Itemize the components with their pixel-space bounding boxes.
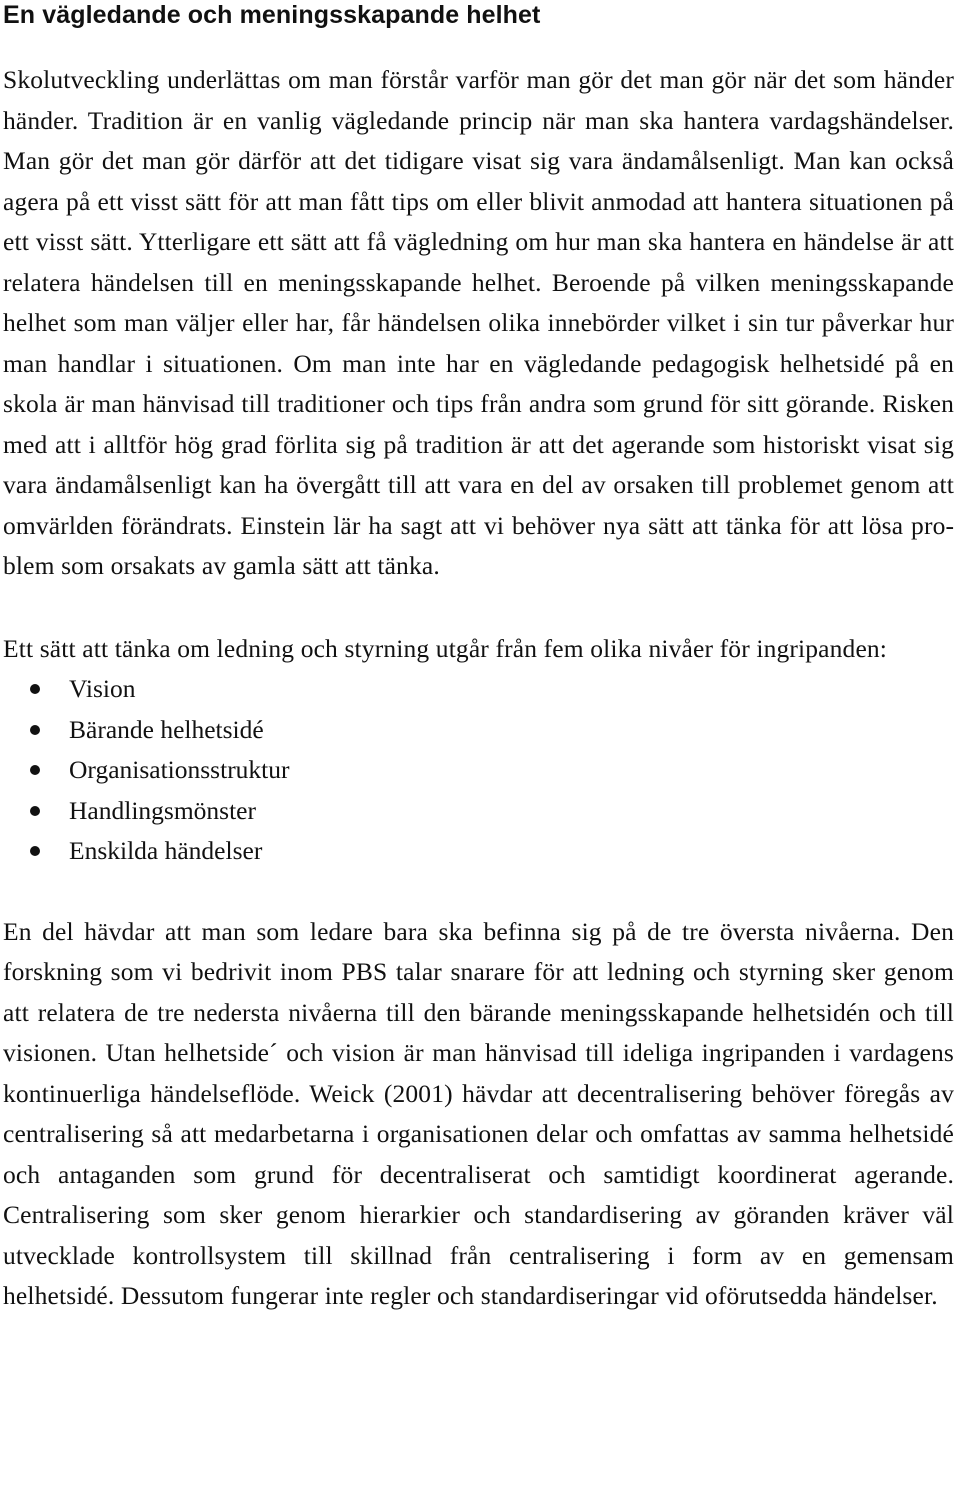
list-item-label: Handlingsmönster <box>69 795 256 825</box>
list-item <box>3 791 954 832</box>
list-item <box>3 750 954 791</box>
list-item-label: Organisationsstruktur <box>69 755 290 784</box>
bullet-icon <box>30 806 40 816</box>
paragraph-levels-intro: Ett sätt att tänka om ledning och styrning utgår från fem olika nivåer för ingripanden: <box>3 633 888 663</box>
list-item <box>3 831 954 872</box>
bullet-icon <box>30 846 40 856</box>
bullet-icon <box>30 725 40 735</box>
bullet-icon <box>30 765 40 775</box>
list-item <box>3 669 954 710</box>
list-item <box>3 710 954 751</box>
bullet-icon <box>30 684 40 694</box>
list-item-label: Vision <box>69 674 136 703</box>
section-heading: En vägledande och meningsskapande helhet <box>3 1 541 29</box>
paragraph-intro: Skolutveckling underlättas om man förstår varför man gör det man gör när det som händer händer. Tradition är en vanlig vägledande princip när man ska hantera vardagshändelser. Man gör det man gör därför att det tidigare visat sig vara ändamålsenligt. Man kan också agera på ett visst sätt för att man fått tips om eller blivit anmodad att hantera situationen på ett visst sätt. Ytterligare ett sätt att få vägledning om hur man ska hantera en händelse är att relatera händelsen till en meningsskapande helhet. Beroende på vilken meningsskapande helhet som man väljer eller har, får händelsen olika innebörder vilket i sin tur påverkar hur man handlar i situationen. Om man inte har en vägledande pedagogisk helhetsidé på en skola är man hänvisad till traditioner och tips från andra som grund för sitt görande. Risken med att i alltför hög grad förlita sig på tradition är att det agerande som historiskt visat sig vara ändamålsenligt kan ha övergått till att vara en del av orsaken till problemet genom att omvärlden förändrats. Einstein lär ha sagt att vi behöver nya sätt att tänka för att lösa problem som orsakats av gamla sätt att tänka. <box>3 65 954 580</box>
levels-list <box>3 669 954 872</box>
paragraph-leadership: En del hävdar att man som ledare bara ska befinna sig på de tre översta nivåerna. Den forskning som vi bedrivit inom PBS talar snarare för att ledning och styrning sker genom att relatera de tre nedersta nivåerna till den bärande meningsskapande helhetsidén och till visionen. Utan helhetside´ och vision är man hänvisad till ideliga ingripanden i vardagens kontinuerliga händelseflöde. Weick (2001) hävdar att decentralisering behöver föregås av centralisering så att medarbetarna i organisationen delar och omfattas av samma helhetsidé och antaganden som grund för decentraliserat och samtidigt koordinerat agerande. Centralisering som sker genom hierarkier och standardisering av göranden kräver väl utvecklade kontrollsystem till skillnad från centralisering i form av en gemensam helhetsidé. Dessutom fungerar inte regler och standardiseringar vid oförutsedda händelser. <box>3 916 954 1310</box>
list-item-label: Bärande helhetsidé <box>69 714 264 744</box>
list-item-label: Enskilda händelser <box>69 836 263 865</box>
